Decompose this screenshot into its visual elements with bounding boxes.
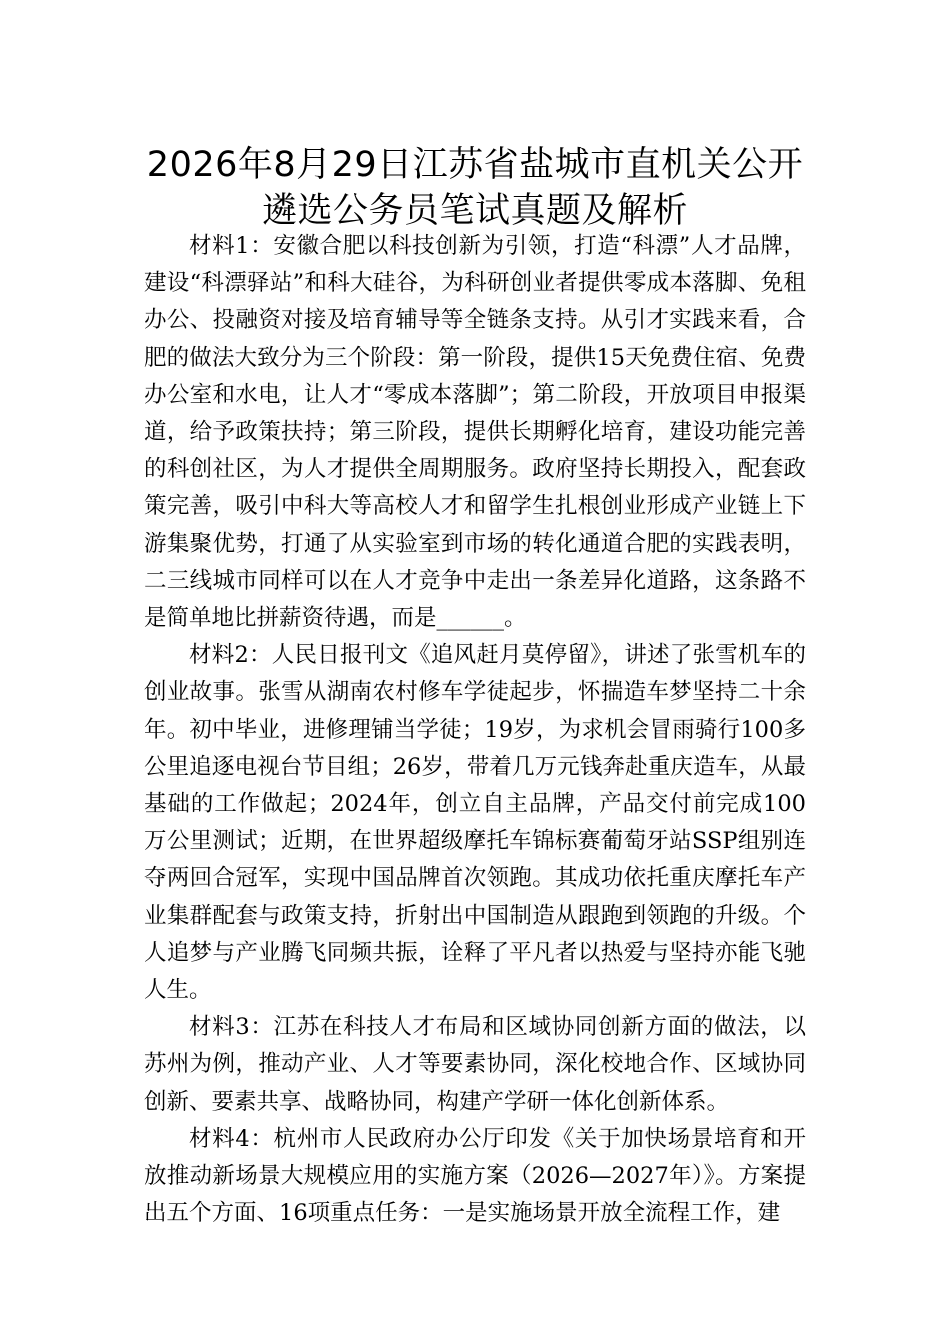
document-body	[144, 228, 806, 1232]
title-line-1: 2026年8月29日江苏省盐城市直机关公开	[146, 145, 804, 185]
paragraph-material-2: 材料2：人民日报刊文《追风赶月莫停留》，讲述了张雪机车的创业故事。张雪从湖南农村修车学徒起步，怀揣造车梦坚持二十余年。初中毕业，进修理铺当学徒；19岁，为求机会冒雨骑行100多公里追逐电视台节目组；26岁，带着几万元钱奔赴重庆造车，从最基础的工作做起；2024年，创立自主品牌，产品交付前完成100万公里测试；近期，在世界超级摩托车锦标赛葡萄牙站SSP组别连夺两回合冠军，实现中国品牌首次领跑。其成功依托重庆摩托车产业集群配套与政策支持，折射出中国制造从跟跑到领跑的升级。个人追梦与产业腾飞同频共振，诠释了平凡者以热爱与坚持亦能飞驰人生。	[144, 642, 806, 1004]
paragraph-material-3: 材料3：江苏在科技人才布局和区域协同创新方面的做法，以苏州为例，推动产业、人才等要素协同，深化校地合作、区域协同创新、要素共享、战略协同，构建产学研一体化创新体系。	[144, 1014, 806, 1115]
paragraph-material-4: 材料4：杭州市人民政府办公厅印发《关于加快场景培育和开放推动新场景大规模应用的实施方案（2026—2027年）》。方案提出五个方面、16项重点任务：一是实施场景开放全流程工作，建	[144, 1125, 806, 1227]
paragraph-material-1: 材料1：安徽合肥以科技创新为引领，打造“科漂”人才品牌，建设“科漂驿站”和科大硅谷，为科研创业者提供零成本落脚、免租办公、投融资对接及培育辅导等全链条支持。从引才实践来看，合肥的做法大致分为三个阶段：第一阶段，提供15天免费住宿、免费办公室和水电，让人才“零成本落脚”；第二阶段，开放项目申报渠道，给予政策扶持；第三阶段，提供长期孵化培育，建设功能完善的科创社区，为人才提供全周期服务。政府坚持长期投入，配套政策完善，吸引中科大等高校人才和留学生扎根创业形成产业链上下游集聚优势，打通了从实验室到市场的转化通道合肥的实践表明，二三线城市同样可以在人才竞争中走出一条差异化道路，这条路不是简单地比拼薪资待遇，而是______。	[144, 233, 806, 632]
document-title	[100, 142, 850, 234]
title-line-2: 遴选公务员笔试真题及解析	[261, 191, 688, 231]
